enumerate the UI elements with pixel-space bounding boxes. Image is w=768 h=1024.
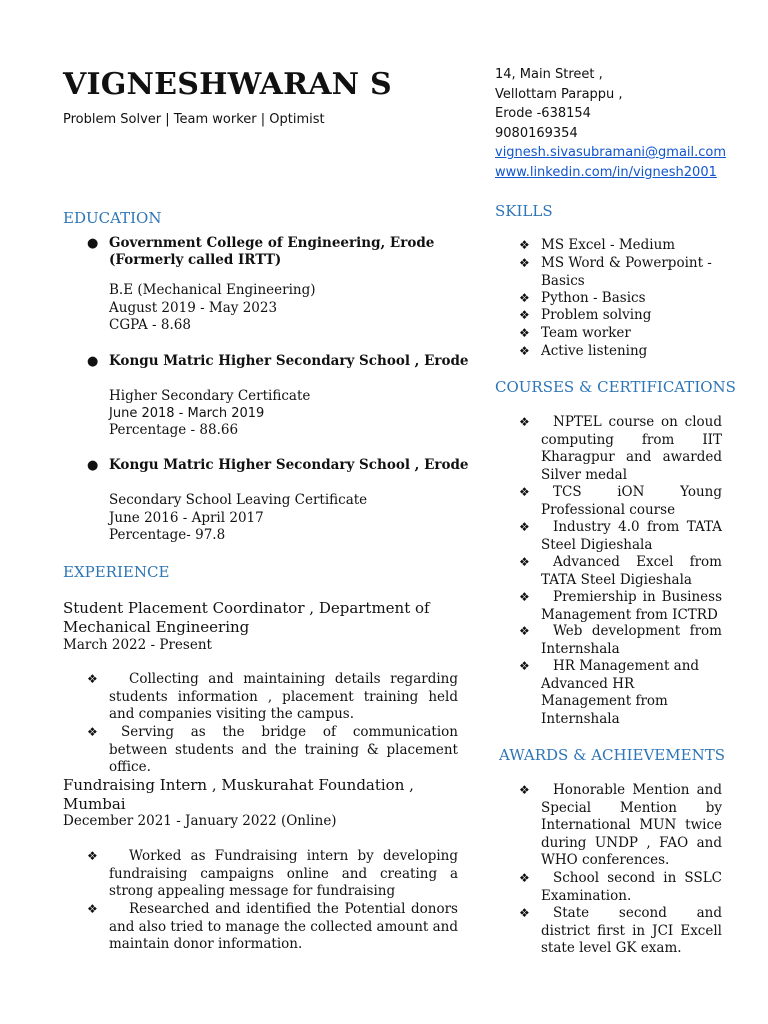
bullet-dot-icon: ● [87,458,99,473]
course-item: NPTEL course on cloud computing from IIT Kharagpur and awarded Silver medal [541,414,722,483]
job-bullet: Worked as Fundraising intern by developing fundraising campaigns online and creating a strong appealing message for fundraising [109,848,458,899]
job-title: Student Placement Coordinator , Department of [63,599,430,617]
diamond-bullet-icon: ❖ [519,344,530,358]
diamond-bullet-icon: ❖ [519,659,530,673]
job-dates: March 2022 - Present [63,637,212,653]
skill-item: Python - Basics [541,290,646,306]
course-item: Advanced Excel from TATA Steel Digieshala [541,554,722,588]
bullet-dot-icon: ● [87,236,99,251]
diamond-bullet-icon: ❖ [87,849,98,863]
job-title-continued: Mechanical Engineering [63,618,250,636]
education-degree: B.E (Mechanical Engineering) [109,282,316,298]
diamond-bullet-icon: ❖ [87,725,98,739]
education-institution: Kongu Matric Higher Secondary School , Erode [109,353,469,369]
contact-block [495,65,726,182]
diamond-bullet-icon: ❖ [519,256,530,270]
course-item: TCS iON Young Professional course [541,484,722,518]
address-line-2: Vellottam Parappu , [495,86,623,102]
skills-heading: SKILLS [495,202,553,220]
email-link[interactable]: vignesh.sivasubramani@gmail.com [495,145,727,160]
diamond-bullet-icon: ❖ [519,238,530,252]
award-item: Honorable Mention and Special Mention by International MUN twice during UNDP , FAO and WHO conferences. [541,782,722,868]
job-dates: December 2021 - January 2022 (Online) [63,813,337,829]
course-item: Industry 4.0 from TATA Steel Digieshala [541,519,722,553]
skill-item: MS Word & Powerpoint - Basics [541,255,712,289]
skill-item: Team worker [541,325,631,341]
candidate-name: VIGNESHWARAN S [63,67,392,102]
diamond-bullet-icon: ❖ [519,783,530,797]
tagline: Problem Solver | Team worker | Optimist [63,112,325,127]
skill-item: Problem solving [541,307,652,323]
experience-heading: EXPERIENCE [63,563,170,581]
diamond-bullet-icon: ❖ [519,906,530,920]
diamond-bullet-icon: ❖ [87,672,98,686]
skill-item: Active listening [541,343,648,359]
course-item: Premiership in Business Management from ICTRD [541,589,722,623]
education-dates: June 2018 - March 2019 [109,406,265,421]
award-item: School second in SSLC Examination. [541,870,722,904]
bullet-dot-icon: ● [87,354,99,369]
education-degree: Secondary School Leaving Certificate [109,492,368,508]
phone-number: 9080169354 [495,125,578,141]
education-dates: August 2019 - May 2023 [109,300,278,316]
job-bullet: Serving as the bridge of communication between students and the training & placement office. [109,724,458,775]
diamond-bullet-icon: ❖ [519,326,530,340]
diamond-bullet-icon: ❖ [519,291,530,305]
course-item: HR Management and Advanced HR Management from Internshala [541,658,700,727]
education-degree: Higher Secondary Certificate [109,388,311,404]
diamond-bullet-icon: ❖ [519,555,530,569]
education-institution-note: (Formerly called IRTT) [109,252,282,268]
diamond-bullet-icon: ❖ [519,590,530,604]
courses-heading: COURSES & CERTIFICATIONS [495,378,736,396]
job-bullet: Collecting and maintaining details regarding students information , placement training held and companies visiting the campus. [109,671,458,722]
education-institution: Government College of Engineering, Erode [109,235,435,251]
awards-heading: AWARDS & ACHIEVEMENTS [499,746,725,764]
diamond-bullet-icon: ❖ [87,902,98,916]
diamond-bullet-icon: ❖ [519,871,530,885]
education-score: Percentage- 97.8 [109,527,226,543]
job-title: Fundraising Intern , Muskurahat Foundation , [63,776,414,794]
diamond-bullet-icon: ❖ [519,415,530,429]
award-item: State second and district first in JCI Excell state level GK exam. [541,905,722,956]
education-score: Percentage - 88.66 [109,422,239,438]
job-title-continued: Mumbai [63,795,126,813]
education-heading: EDUCATION [63,209,162,227]
education-institution: Kongu Matric Higher Secondary School , Erode [109,457,469,473]
address-line-3: Erode -638154 [495,106,591,121]
skill-item: MS Excel - Medium [541,237,676,253]
diamond-bullet-icon: ❖ [519,308,530,322]
job-bullet: Researched and identified the Potential donors and also tried to manage the collected amount and maintain donor information. [109,901,458,952]
education-score: CGPA - 8.68 [109,317,191,333]
course-item: Web development from Internshala [541,623,722,657]
diamond-bullet-icon: ❖ [519,624,530,638]
education-dates: June 2016 - April 2017 [109,510,264,526]
diamond-bullet-icon: ❖ [519,520,530,534]
linkedin-link[interactable]: www.linkedin.com/in/vignesh2001 [495,164,717,180]
address-line-1: 14, Main Street , [495,67,603,82]
diamond-bullet-icon: ❖ [519,485,530,499]
